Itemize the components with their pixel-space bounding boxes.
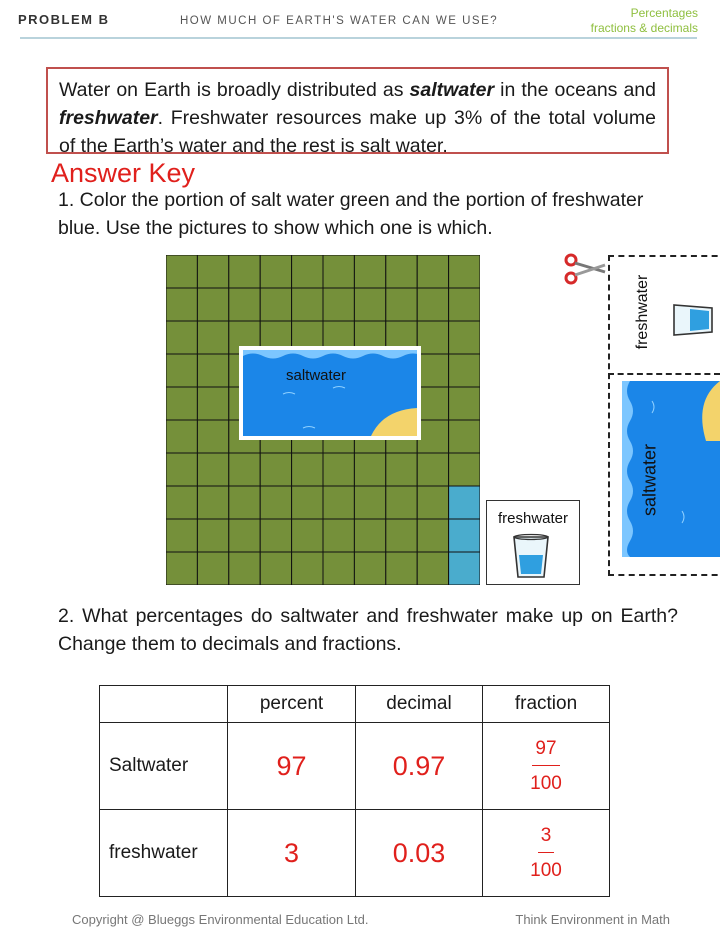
page-title: HOW MUCH OF EARTH'S WATER CAN WE USE? bbox=[180, 15, 499, 27]
grid-square-saltwater bbox=[323, 453, 354, 486]
grid-square-saltwater bbox=[166, 519, 197, 552]
grid-square-saltwater bbox=[229, 453, 260, 486]
grid-square-saltwater bbox=[260, 519, 291, 552]
answer-table bbox=[99, 685, 610, 897]
grid-square-freshwater bbox=[449, 519, 480, 552]
grid-square-saltwater bbox=[166, 387, 197, 420]
grid-square-saltwater bbox=[449, 387, 480, 420]
grid-square-freshwater bbox=[449, 486, 480, 519]
grid-square-saltwater bbox=[386, 486, 417, 519]
grid-square-saltwater bbox=[417, 255, 448, 288]
saltwater-picture-label: saltwater bbox=[286, 367, 347, 384]
header-divider bbox=[20, 37, 697, 39]
grid-square-saltwater bbox=[292, 255, 323, 288]
freshwater-percent: 3 bbox=[228, 810, 356, 897]
problem-label: PROBLEM B bbox=[18, 12, 110, 27]
grid-square-saltwater bbox=[166, 321, 197, 354]
table-row bbox=[100, 810, 610, 897]
grid-square-saltwater bbox=[197, 288, 228, 321]
answer-key-label: Answer Key bbox=[51, 158, 196, 188]
table-header-fraction: fraction bbox=[483, 686, 610, 723]
topic-line-2: fractions & decimals bbox=[590, 21, 698, 35]
saltwater-picture bbox=[239, 346, 421, 440]
grid-square-saltwater bbox=[449, 420, 480, 453]
grid-square-saltwater bbox=[292, 288, 323, 321]
ocean-waves-icon bbox=[243, 350, 417, 436]
grid-square-saltwater bbox=[417, 453, 448, 486]
table-header-decimal: decimal bbox=[356, 686, 483, 723]
grid-square-saltwater bbox=[386, 552, 417, 585]
ocean-image bbox=[243, 350, 417, 436]
grid-square-saltwater bbox=[166, 255, 197, 288]
grid-square-saltwater bbox=[292, 486, 323, 519]
intro-text-2: in the oceans and bbox=[494, 79, 656, 101]
grid-square-saltwater bbox=[417, 321, 448, 354]
footer-copyright: Copyright @ Blueggs Environmental Education Ltd. bbox=[72, 912, 369, 927]
grid-square-saltwater bbox=[260, 288, 291, 321]
grid-square-saltwater bbox=[292, 552, 323, 585]
grid-square-saltwater bbox=[229, 255, 260, 288]
grid-square-saltwater bbox=[449, 288, 480, 321]
grid-square-saltwater bbox=[166, 354, 197, 387]
freshwater-numerator: 3 bbox=[538, 825, 555, 853]
grid-square-saltwater bbox=[386, 453, 417, 486]
grid-square-saltwater bbox=[197, 321, 228, 354]
grid-square-saltwater bbox=[354, 288, 385, 321]
grid-square-saltwater bbox=[417, 288, 448, 321]
saltwater-denominator: 100 bbox=[530, 772, 562, 794]
intro-text-1: Water on Earth is broadly distributed as bbox=[59, 79, 410, 101]
grid-square-saltwater bbox=[417, 486, 448, 519]
grid-square-saltwater bbox=[197, 354, 228, 387]
question-2: 2. What percentages do saltwater and freshwater make up on Earth? Change them to decimals and fractions. bbox=[58, 605, 678, 655]
grid-square-saltwater bbox=[417, 420, 448, 453]
grid-square-saltwater bbox=[197, 453, 228, 486]
grid-square-saltwater bbox=[166, 552, 197, 585]
grid-square-saltwater bbox=[166, 486, 197, 519]
intro-box bbox=[46, 67, 669, 157]
grid-square-saltwater bbox=[354, 486, 385, 519]
grid-square-saltwater bbox=[260, 552, 291, 585]
intro-saltwater-bold: saltwater bbox=[409, 79, 495, 101]
freshwater-fraction bbox=[483, 810, 610, 897]
grid-square-saltwater bbox=[449, 354, 480, 387]
water-glass-icon bbox=[511, 533, 551, 579]
grid-square-saltwater bbox=[197, 519, 228, 552]
grid-square-saltwater bbox=[229, 519, 260, 552]
freshwater-picture bbox=[486, 500, 580, 585]
grid-square-saltwater bbox=[386, 288, 417, 321]
freshwater-picture-label: freshwater bbox=[497, 510, 569, 527]
grid-square-saltwater bbox=[292, 519, 323, 552]
grid-square-saltwater bbox=[229, 486, 260, 519]
freshwater-denominator: 100 bbox=[530, 859, 562, 881]
table-header-blank bbox=[100, 686, 228, 723]
table-row bbox=[100, 723, 610, 810]
grid-square-saltwater bbox=[260, 486, 291, 519]
grid-square-saltwater bbox=[197, 486, 228, 519]
cutout-ocean-image bbox=[622, 381, 720, 557]
grid-square-saltwater bbox=[166, 288, 197, 321]
saltwater-numerator: 97 bbox=[532, 738, 559, 766]
grid-square-saltwater bbox=[449, 255, 480, 288]
grid-square-saltwater bbox=[386, 519, 417, 552]
row-label-saltwater: Saltwater bbox=[100, 723, 228, 810]
grid-square-saltwater bbox=[354, 453, 385, 486]
grid-square-saltwater bbox=[197, 420, 228, 453]
grid-square-saltwater bbox=[386, 255, 417, 288]
grid-square-saltwater bbox=[166, 453, 197, 486]
grid-square-freshwater bbox=[449, 552, 480, 585]
grid-square-saltwater bbox=[197, 387, 228, 420]
grid-square-saltwater bbox=[197, 552, 228, 585]
cutout-water-glass-icon bbox=[670, 302, 714, 338]
grid-square-saltwater bbox=[260, 453, 291, 486]
cutout-saltwater-label: saltwater bbox=[639, 443, 660, 517]
grid-square-saltwater bbox=[449, 321, 480, 354]
row-label-freshwater: freshwater bbox=[100, 810, 228, 897]
grid-square-saltwater bbox=[417, 387, 448, 420]
scissors-icon bbox=[563, 252, 607, 286]
grid-square-saltwater bbox=[323, 552, 354, 585]
intro-text-3: . Freshwater resources make up 3% of the total volume of the Earth’s water and the rest is salt water. bbox=[59, 107, 656, 157]
grid-square-saltwater bbox=[229, 288, 260, 321]
grid-square-saltwater bbox=[197, 255, 228, 288]
grid-square-saltwater bbox=[229, 552, 260, 585]
footer-tagline: Think Environment in Math bbox=[515, 912, 670, 927]
saltwater-percent: 97 bbox=[228, 723, 356, 810]
cutout-divider bbox=[608, 373, 720, 375]
grid-square-saltwater bbox=[354, 255, 385, 288]
grid-square-saltwater bbox=[354, 552, 385, 585]
topic-label bbox=[591, 6, 698, 36]
question-1: 1. Color the portion of salt water green and the portion of freshwater blue. Use the pictures to show which one is which. bbox=[58, 189, 644, 239]
cutout-freshwater-label: freshwater bbox=[634, 274, 651, 350]
saltwater-fraction bbox=[483, 723, 610, 810]
grid-square-saltwater bbox=[323, 288, 354, 321]
saltwater-decimal: 0.97 bbox=[356, 723, 483, 810]
grid-square-saltwater bbox=[292, 453, 323, 486]
grid-square-saltwater bbox=[417, 552, 448, 585]
topic-line-1: Percentages bbox=[630, 6, 698, 20]
freshwater-decimal: 0.03 bbox=[356, 810, 483, 897]
grid-square-saltwater bbox=[260, 255, 291, 288]
table-header-percent: percent bbox=[228, 686, 356, 723]
cutout-ocean-icon bbox=[622, 381, 720, 557]
grid-square-saltwater bbox=[417, 519, 448, 552]
grid-square-saltwater bbox=[323, 519, 354, 552]
intro-freshwater-bold: freshwater bbox=[59, 107, 158, 129]
grid-square-saltwater bbox=[449, 453, 480, 486]
table-header-row bbox=[100, 686, 610, 723]
grid-square-saltwater bbox=[323, 486, 354, 519]
grid-square-saltwater bbox=[323, 255, 354, 288]
grid-square-saltwater bbox=[417, 354, 448, 387]
grid-square-saltwater bbox=[166, 420, 197, 453]
grid-square-saltwater bbox=[354, 519, 385, 552]
